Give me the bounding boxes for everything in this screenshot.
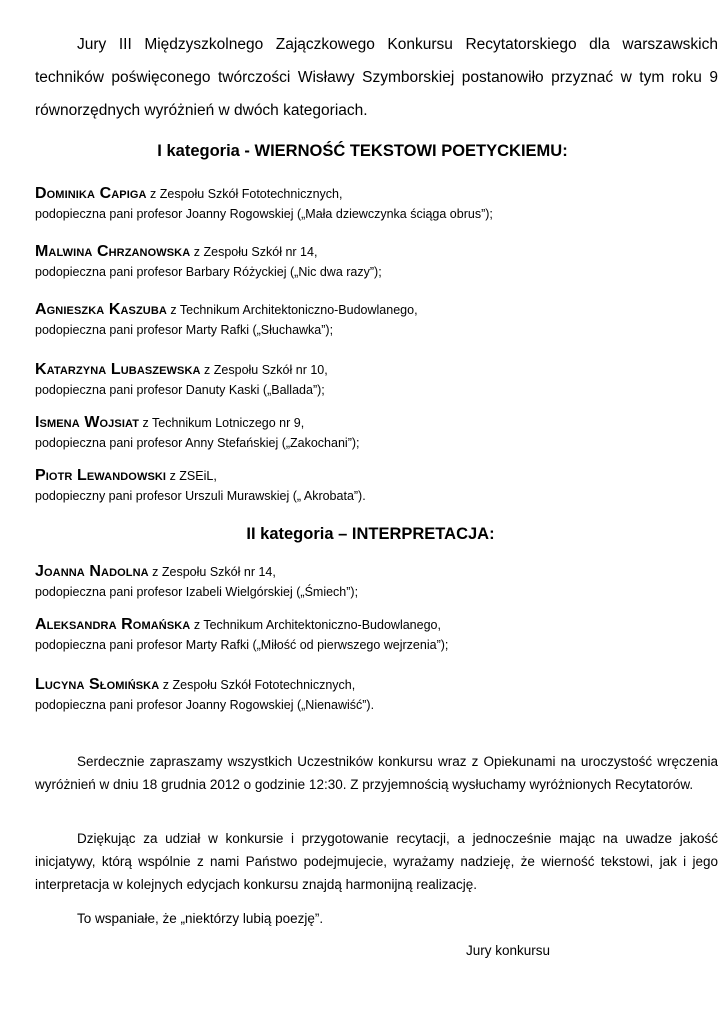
winner-tutor: podopieczna pani profesor Barbary Różyckiej („Nic dwa razy”); xyxy=(35,265,382,279)
winner-school: z ZSEiL, xyxy=(166,469,217,483)
winner-name: Katarzyna Lubaszewska xyxy=(35,361,201,378)
winner-entry xyxy=(35,615,695,655)
winner-name: Agnieszka Kaszuba xyxy=(35,301,167,318)
winner-school: z Zespołu Szkół nr 14, xyxy=(148,565,276,579)
winner-name: Piotr Lewandowski xyxy=(35,467,167,484)
winner-name: Joanna Nadolna xyxy=(35,563,149,580)
winner-school: z Technikum Architektoniczno-Budowlanego, xyxy=(190,618,441,632)
winner-tutor: podopieczna pani profesor Joanny Rogowskiej („Mała dziewczynka ściąga obrus”); xyxy=(35,207,493,221)
category-2-heading: II kategoria – INTERPRETACJA: xyxy=(246,525,495,543)
winner-entry xyxy=(35,413,695,453)
winner-entry xyxy=(35,300,695,340)
winner-entry xyxy=(35,562,695,602)
winner-school: z Technikum Lotniczego nr 9, xyxy=(139,416,305,430)
winner-tutor: podopieczna pani profesor Izabeli Wielgórskiej („Śmiech”); xyxy=(35,585,359,599)
invitation-paragraph: Serdecznie zapraszamy wszystkich Uczestników konkursu wraz z Opiekunami na uroczystość wręczenia wyróżnień w dniu 18 grudnia 2012 o godzinie 12:30. Z przyjemnością wysłuchamy wyróżnionych Recytatorów. xyxy=(35,754,718,792)
winner-name: Malwina Chrzanowska xyxy=(35,243,191,260)
winner-tutor: podopieczna pani profesor Marty Rafki („Miłość od pierwszego wejrzenia”); xyxy=(35,638,449,652)
winner-entry xyxy=(35,242,695,282)
winner-tutor: podopieczna pani profesor Danuty Kaski („Ballada”); xyxy=(35,383,325,397)
winner-name: Ismena Wojsiat xyxy=(35,414,140,431)
winner-entry xyxy=(35,360,695,400)
winner-entry xyxy=(35,675,695,715)
winner-school: z Zespołu Szkół nr 10, xyxy=(200,363,328,377)
winner-entry xyxy=(35,184,695,224)
intro-paragraph: Jury III Międzyszkolnego Zajączkowego Konkursu Recytatorskiego dla warszawskich techników poświęconego twórczości Wisławy Szymborskiej postanowiło przyznać w tym roku 9 równorzędnych wyróżnień w dwóch kategoriach. xyxy=(35,36,718,119)
winner-tutor: podopieczny pani profesor Urszuli Murawskiej („ Akrobata”). xyxy=(35,489,366,503)
closing-line: To wspaniałe, że „niektórzy lubią poezję”. xyxy=(77,911,324,926)
winner-tutor: podopieczna pani profesor Joanny Rogowskiej („Nienawiść”). xyxy=(35,698,375,712)
winner-entry xyxy=(35,466,695,506)
winner-school: z Zespołu Szkół Fototechnicznych, xyxy=(159,678,356,692)
winner-tutor: podopieczna pani profesor Anny Stefańskiej („Zakochani”); xyxy=(35,436,360,450)
winner-name: Aleksandra Romańska xyxy=(35,616,191,633)
winner-school: z Zespołu Szkół Fototechnicznych, xyxy=(146,187,343,201)
winner-name: Lucyna Słomińska xyxy=(35,676,160,693)
winner-name: Dominika Capiga xyxy=(35,185,147,202)
thanks-paragraph: Dziękując za udział w konkursie i przygotowanie recytacji, a jednocześnie mając na uwadze jakość inicjatywy, którą wspólnie z nami Państwo podejmujecie, wyrażamy nadzieję, że wierność tekstowi, jak i jego interpretacja w kolejnych edycjach konkursu znajdą harmonijną realizację. xyxy=(35,831,718,892)
category-1-heading: I kategoria - WIERNOŚĆ TEKSTOWI POETYCKIEMU: xyxy=(157,142,568,160)
signature: Jury konkursu xyxy=(466,943,551,958)
winner-school: z Technikum Architektoniczno-Budowlanego, xyxy=(166,303,418,317)
winner-school: z Zespołu Szkół nr 14, xyxy=(190,245,318,259)
winner-tutor: podopieczna pani profesor Marty Rafki („Słuchawka”); xyxy=(35,323,334,337)
